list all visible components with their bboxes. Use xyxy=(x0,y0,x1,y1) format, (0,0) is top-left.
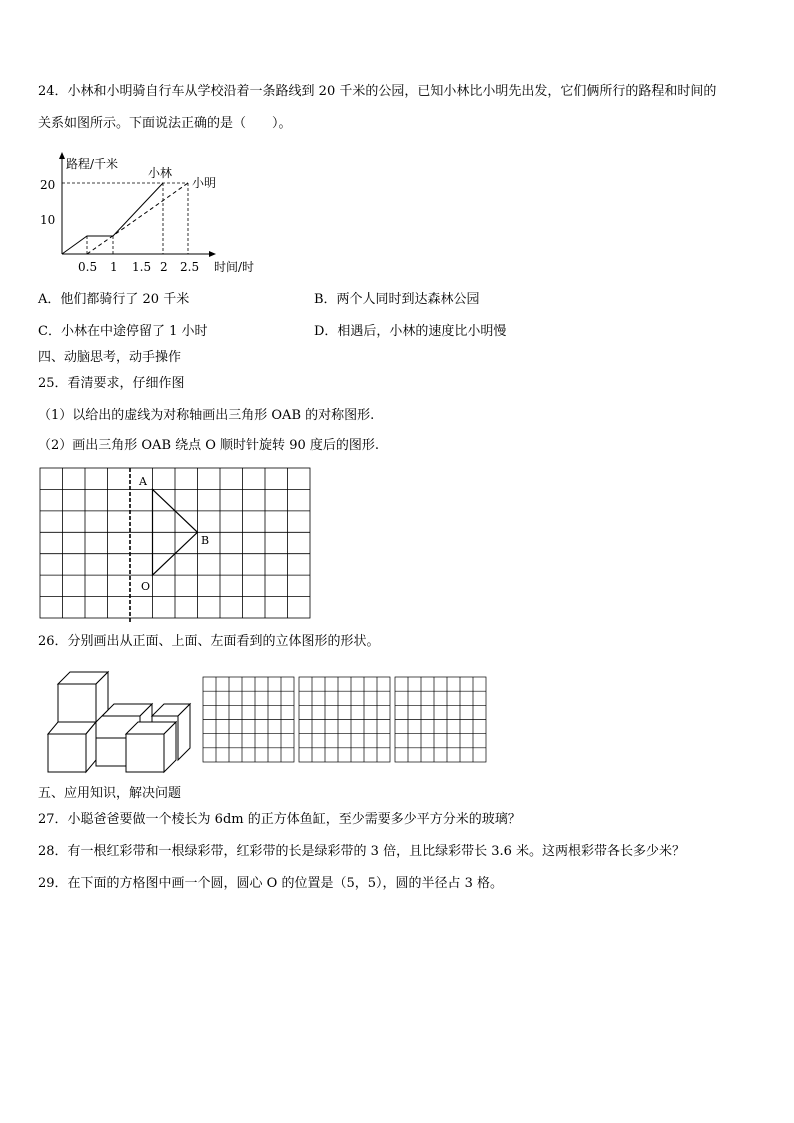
q25-grid xyxy=(38,466,314,622)
q28-text: 28．有一根红彩带和一根绿彩带，红彩带的长是绿彩带的 3 倍，且比绿彩带长 3.6 米。这两根彩带各长多少米？ xyxy=(38,844,686,859)
series-label-xiaoming: 小明 xyxy=(192,176,217,190)
point-o-label: O xyxy=(141,580,151,593)
cube-figure xyxy=(44,666,196,778)
x-tick-label-2: 2 xyxy=(160,260,168,274)
y-axis-label: 路程/千米 xyxy=(66,157,119,171)
q29-text: 29．在下面的方格图中画一个圆，圆心 O 的位置是（5，5），圆的半径占 3 格。 xyxy=(38,876,504,891)
section-4-heading: 四、动脑思考，动手操作 xyxy=(38,350,182,365)
view-grid-front xyxy=(202,676,296,764)
q27-text: 27．小聪爸爸要做一个棱长为 6dm 的正方体鱼缸，至少需要多少平方分米的玻璃？ xyxy=(38,812,521,827)
x-axis-arrow xyxy=(209,251,216,257)
q24-option-b: B．两个人同时到达森林公园 xyxy=(314,292,480,307)
q26-title: 26．分别画出从正面、上面、左面看到的立体图形的形状。 xyxy=(38,634,380,649)
q24-option-a: A．他们都骑行了 20 千米 xyxy=(38,292,190,307)
y-axis-arrow xyxy=(59,152,65,159)
x-axis-label: 时间/时 xyxy=(214,260,255,274)
q25-title: 25．看清要求，仔细作图 xyxy=(38,376,185,391)
point-a-label: A xyxy=(139,475,147,488)
view-grid-top xyxy=(298,676,392,764)
point-b-label: B xyxy=(201,534,210,547)
series-xiaolin xyxy=(62,183,163,254)
x-tick-label-0.5: 0.5 xyxy=(78,260,98,274)
y-tick-label-10: 10 xyxy=(40,213,56,227)
x-tick-label-2.5: 2.5 xyxy=(180,260,200,274)
q24-option-c: C．小林在中途停留了 1 小时 xyxy=(38,324,208,339)
view-grid-left xyxy=(394,676,488,764)
series-label-xiaolin: 小林 xyxy=(148,166,173,180)
x-tick-label-1.5: 1.5 xyxy=(132,260,152,274)
q24-text-line2: 关系如图所示。下面说法正确的是（ ）。 xyxy=(38,116,292,131)
q24-text-line1: 24．小林和小明骑自行车从学校沿着一条路线到 20 千米的公园，已知小林比小明先出发，它们俩所行的路程和时间的 xyxy=(38,84,717,99)
q25-task2: （2）画出三角形 OAB 绕点 O 顺时针旋转 90 度后的图形. xyxy=(38,438,379,453)
distance-time-chart xyxy=(36,150,276,278)
q25-task1: （1）以给出的虚线为对称轴画出三角形 OAB 的对称图形. xyxy=(38,408,375,423)
series-xiaoming xyxy=(87,183,188,254)
y-tick-label-20: 20 xyxy=(40,178,56,192)
q24-option-d: D．相遇后，小林的速度比小明慢 xyxy=(314,324,507,339)
section-5-heading: 五、应用知识，解决问题 xyxy=(38,786,182,801)
x-tick-label-1: 1 xyxy=(110,260,118,274)
